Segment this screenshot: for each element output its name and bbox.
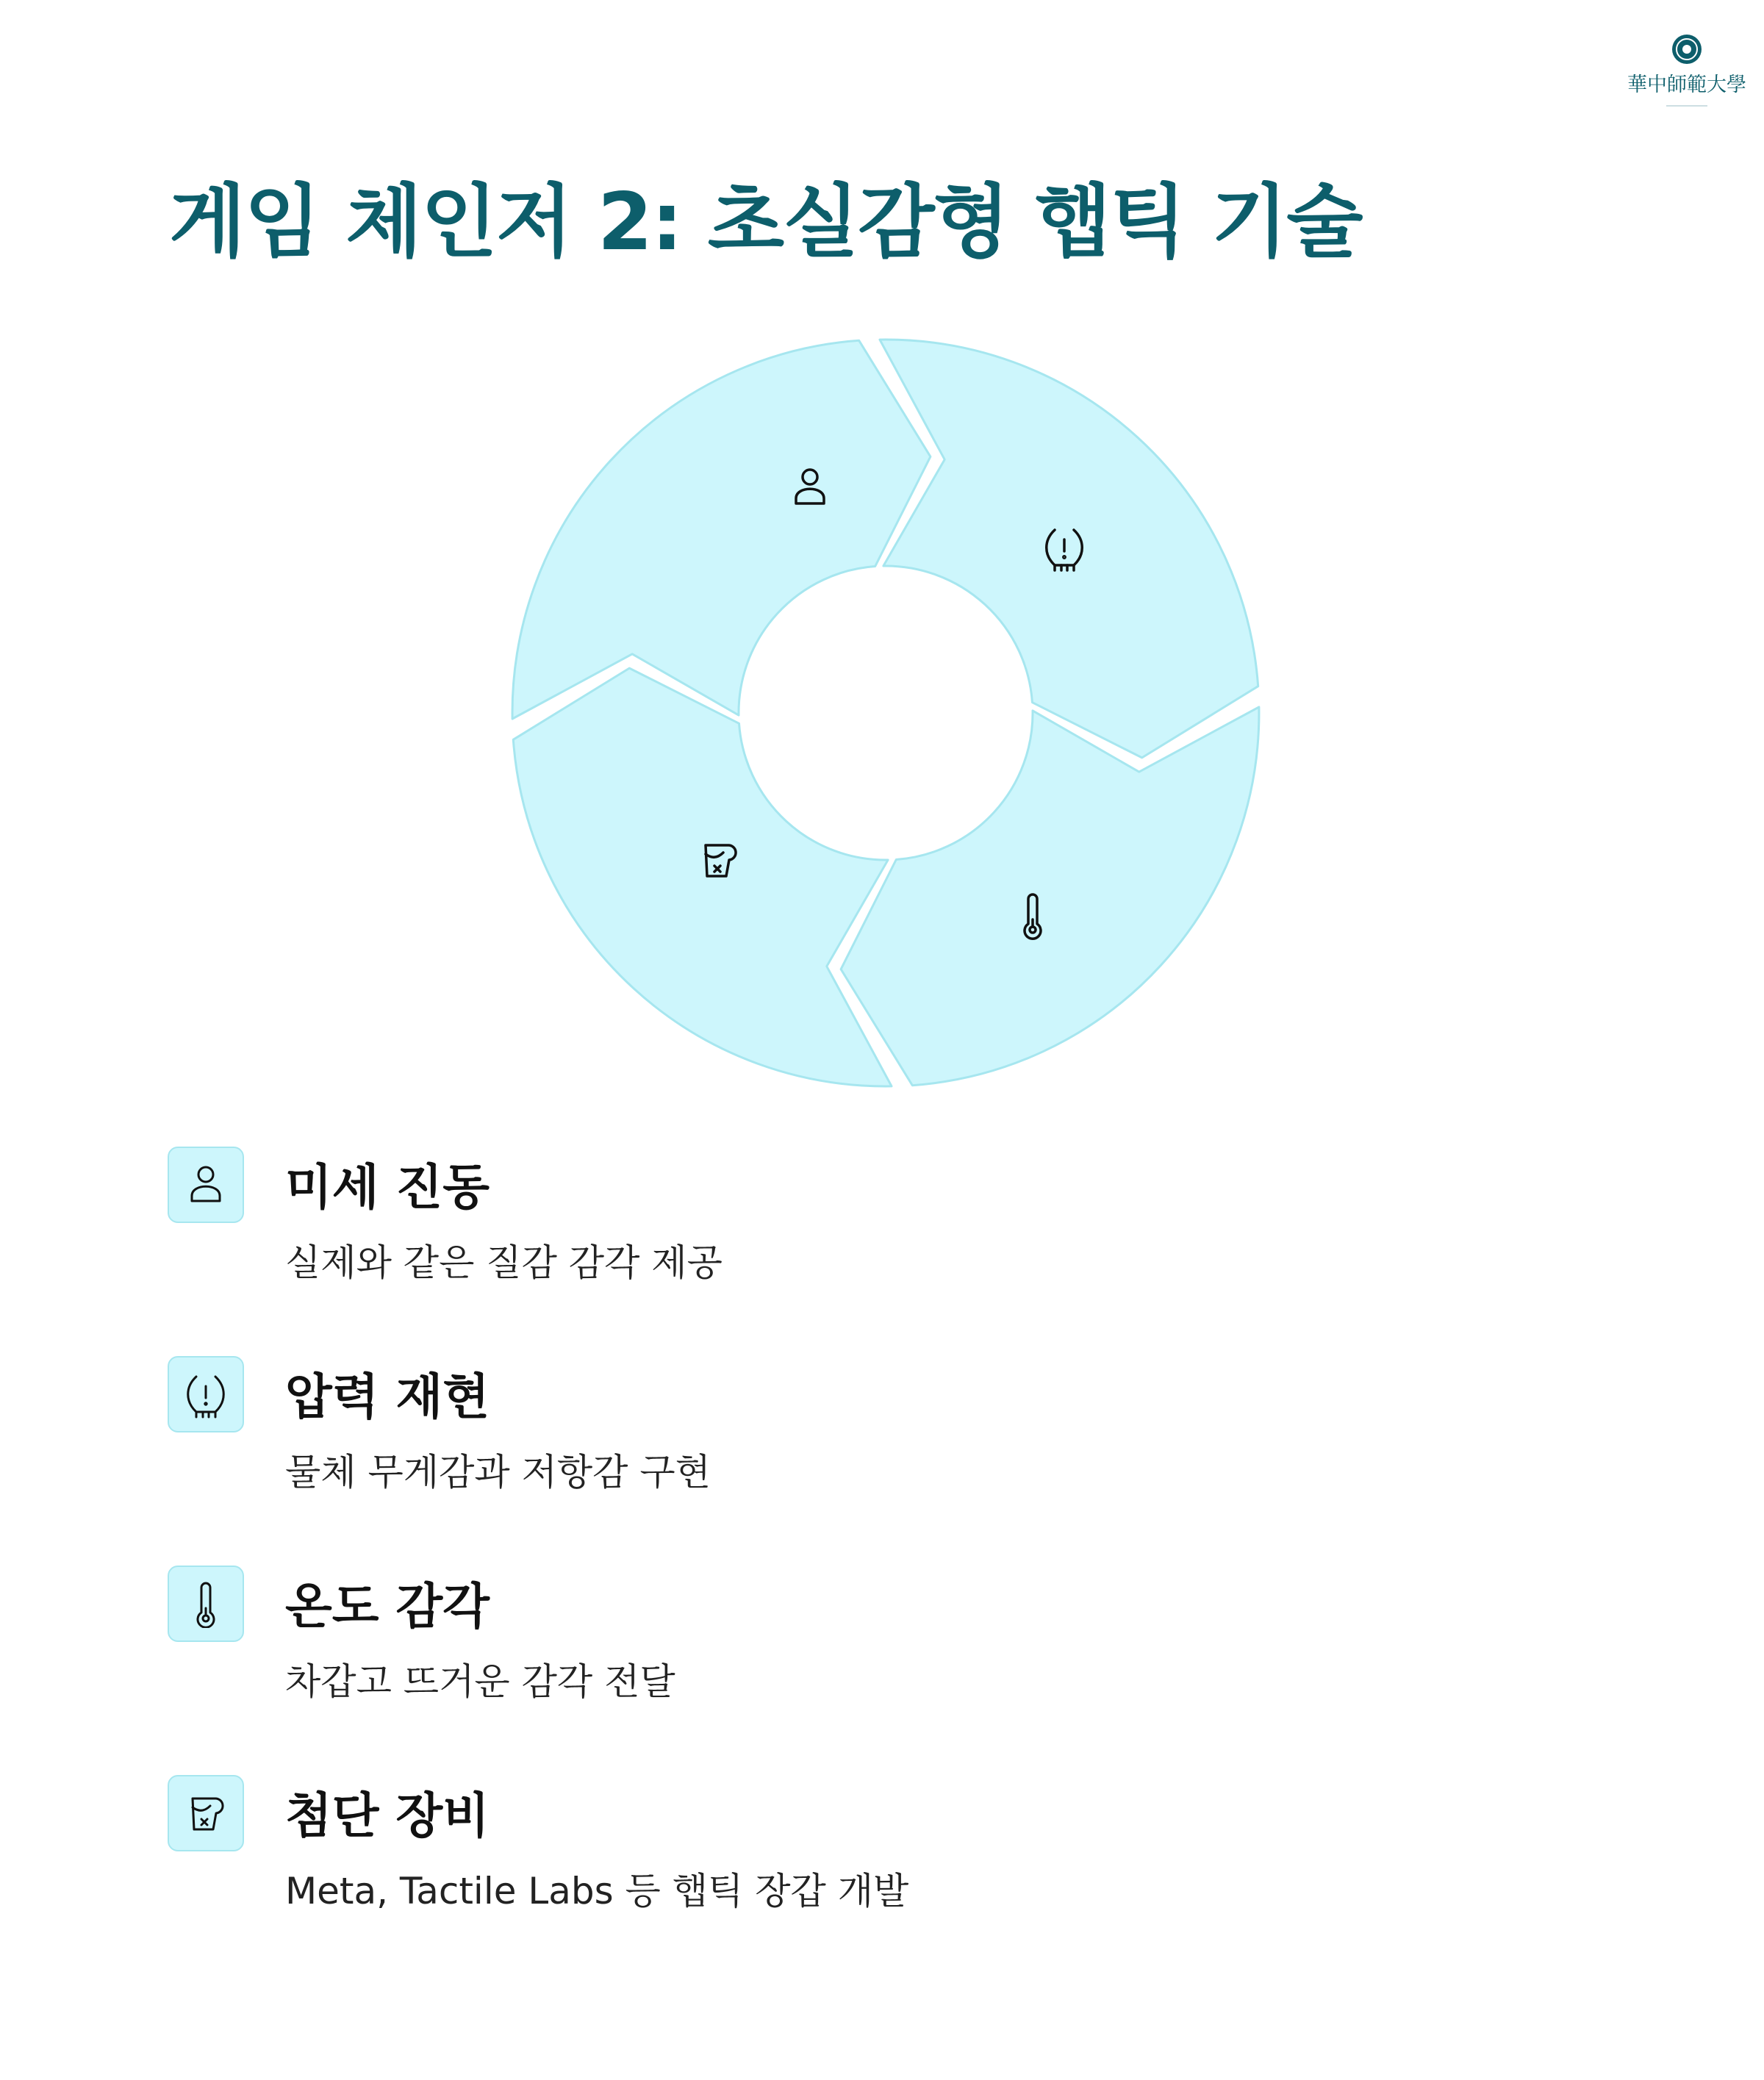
cycle-segment bbox=[513, 668, 892, 1086]
pressure-warning-icon bbox=[182, 1370, 230, 1419]
list-icon-box bbox=[168, 1147, 244, 1223]
cycle-segment bbox=[512, 340, 931, 719]
cycle-segment bbox=[880, 340, 1258, 758]
list-item-pressure bbox=[168, 1356, 1564, 1525]
cycle-segment bbox=[841, 707, 1259, 1086]
item-description: 차갑고 뜨거운 감각 전달 bbox=[285, 1660, 675, 1703]
list-item-temperature bbox=[168, 1566, 1564, 1735]
item-description: 실제와 같은 질감 감각 제공 bbox=[285, 1241, 723, 1284]
list-icon-box bbox=[168, 1566, 244, 1642]
glove-icon bbox=[182, 1789, 230, 1837]
cycle-segments bbox=[512, 340, 1259, 1086]
logo-text: 華中師範大學 bbox=[1628, 73, 1746, 96]
list-icon-box bbox=[168, 1356, 244, 1432]
thermometer-icon bbox=[182, 1579, 230, 1628]
list-item-micro-vibration bbox=[168, 1147, 1564, 1316]
list-icon-box bbox=[168, 1775, 244, 1851]
item-title: 미세 진동 bbox=[285, 1159, 490, 1216]
item-title: 첨단 장비 bbox=[285, 1787, 490, 1844]
university-seal-icon bbox=[1672, 35, 1702, 64]
item-description: Meta, Tactile Labs 등 햅틱 장갑 개발 bbox=[285, 1870, 909, 1912]
item-description: 물체 무게감과 저항감 구현 bbox=[285, 1451, 711, 1493]
cycle-diagram bbox=[500, 327, 1272, 1099]
page-title: 게임 체인저 2: 초실감형 햅틱 기술 bbox=[169, 176, 1362, 268]
person-icon bbox=[182, 1161, 230, 1209]
item-title: 압력 재현 bbox=[285, 1369, 490, 1425]
item-title: 온도 감각 bbox=[285, 1578, 490, 1635]
list-item-advanced-equipment bbox=[168, 1775, 1564, 1944]
university-logo bbox=[1628, 29, 1746, 118]
